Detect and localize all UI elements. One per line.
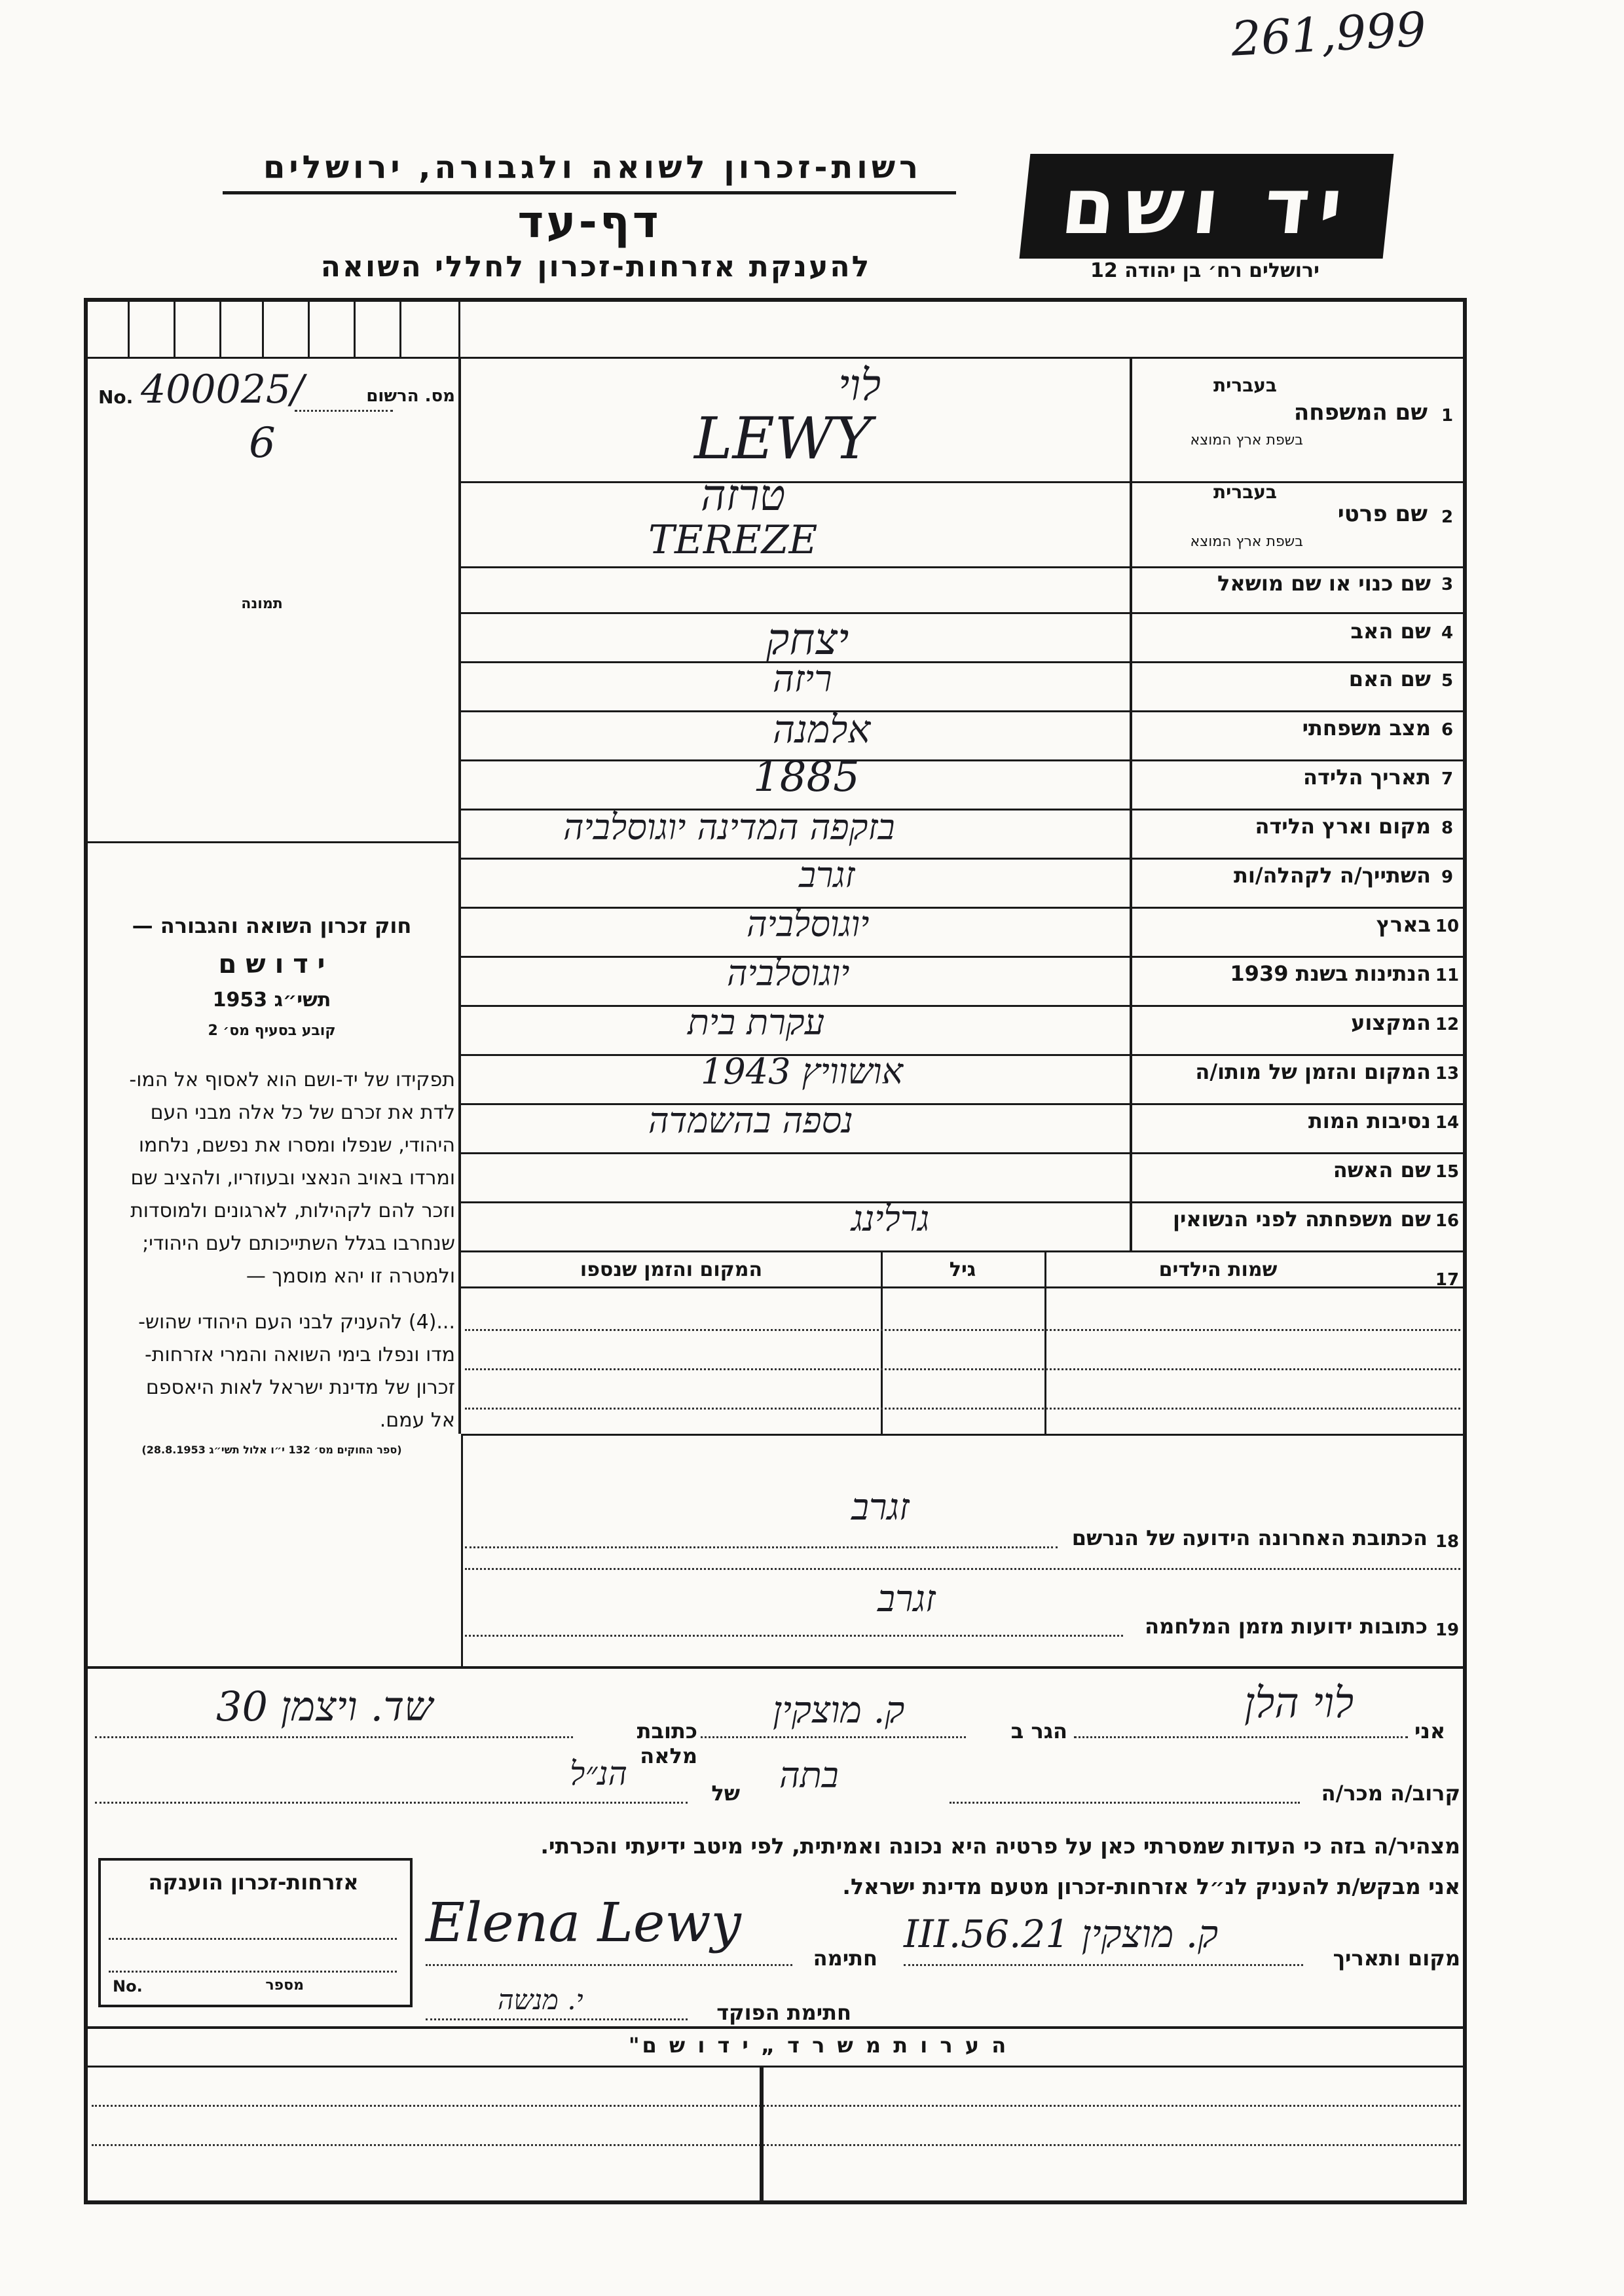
field-value: יצחק: [766, 614, 849, 665]
field-value: בזקפה המדינה יוגוסלביה: [563, 807, 895, 848]
decl-signature-label: חתימה: [813, 1946, 877, 1971]
decl-ani-label: אני: [1414, 1719, 1446, 1743]
field-label: שם האב: [1350, 619, 1431, 644]
field-label: שם המשפחה: [1293, 399, 1428, 426]
certificate-box: [98, 1858, 413, 2007]
field-value: גרלינג: [851, 1198, 930, 1239]
office-notes-rule: [88, 2026, 1463, 2029]
children-header-names: שמות הילדים: [1158, 1258, 1278, 1281]
law-line: מדו ונפלו בימי השואה והמרי אזרחות-: [144, 1343, 455, 1366]
authority-underline: [223, 191, 956, 194]
field-label: בארץ: [1376, 912, 1431, 937]
field-number: 14: [1435, 1113, 1460, 1133]
registration-number: [98, 367, 455, 419]
left-column-divider: [458, 357, 461, 1434]
field-number: 8: [1441, 818, 1454, 838]
field-number: 5: [1441, 671, 1454, 691]
field-value: עקרת בית: [688, 1002, 825, 1043]
decl-statement-2: אני מבקש/ת להעניק לנ״ל אזרחות-זכרון מטעם מדינת ישראל.: [842, 1874, 1460, 1899]
field-number: 7: [1441, 769, 1454, 789]
law-line: וזכר להם לקהילות, לארגונים ולמוסדות: [130, 1199, 455, 1222]
law-paragraph-1: [88, 1064, 455, 1293]
field-number: 4: [1441, 623, 1454, 643]
decl-statement-1: מצהיר/ה בזה כי העדות שמסרתי כאן על פרטיה היא נכונה ואמיתית, לפי מיטב ידיעתי והכרתי.: [540, 1833, 1460, 1859]
law-line: לדת את זכרם של כל אלה מבני העם: [150, 1101, 455, 1124]
law-line: אל עמם.: [379, 1409, 455, 1432]
law-line: זכרון של מדינת ישראל לאות היאספם: [145, 1376, 455, 1399]
field-value: אושוויץ 1943: [701, 1051, 903, 1092]
office-notes-heading: ה ע ר ו ת מ ש ר ד „ י ד ו ש ם": [628, 2033, 1009, 2058]
field-value: יוגוסלביה: [747, 903, 870, 945]
decl-relative-label: קרוב/ה מכר/ה: [1321, 1781, 1460, 1806]
decl-resides-value: ק. מוצקין: [773, 1689, 905, 1732]
field-label: שם האשה: [1333, 1157, 1431, 1182]
form-title: דף-עד: [517, 196, 661, 248]
certificate-no-label: No.: [113, 1977, 143, 1995]
field-value: זגרב: [799, 854, 855, 896]
field-number: 2: [1441, 507, 1454, 527]
certificate-title: אזרחות-זכרון הוענקה: [148, 1870, 359, 1895]
field-label: שם כנוי או שם מושאל: [1217, 571, 1431, 596]
logo-text: יד ושם: [1057, 161, 1356, 251]
field-sublabel-hebrew: בעברית: [1213, 481, 1277, 503]
children-header-age: גיל: [949, 1258, 976, 1281]
field-label: מקום וארץ הלידה: [1255, 814, 1431, 839]
field-number: 10: [1435, 917, 1460, 936]
field-label: תאריך הלידה: [1302, 765, 1431, 790]
decl-officer-label: חתימת הפוקד: [716, 2000, 851, 2025]
decl-of-label: של: [711, 1781, 740, 1806]
decl-address-label: כתובת מלאה: [637, 1719, 697, 1768]
decl-resides-label: הגר ב: [1010, 1719, 1067, 1743]
law-line: ומרדו באויב הנאצי ובעוזריו, ולהציב שם: [130, 1167, 455, 1190]
field-value: יוגוסלביה: [727, 953, 850, 994]
field-label: שם משפחתה לפני הנשואין: [1172, 1207, 1431, 1231]
registration-no-prefix: No.: [98, 386, 134, 408]
field-number: 11: [1435, 966, 1460, 985]
law-line: תפקידו של יד-ושם הוא לאסוף אל המו-: [129, 1068, 455, 1091]
logo-address: ירושלים רח׳ בן יהודה 12: [1090, 259, 1320, 282]
field-value: 1885: [753, 753, 860, 801]
field-value-origin: TEREZE: [648, 517, 818, 563]
registration-label: מס. הרשום: [366, 386, 455, 406]
office-notes-divider: [760, 2068, 764, 2202]
document-number: 261,999: [1230, 1, 1428, 67]
decl-signature-value: Elena Lewy: [426, 1892, 741, 1954]
decl-of-value: הנ״ל: [570, 1755, 627, 1793]
field-value-hebrew: לוי: [838, 360, 881, 410]
decl-relative-value: בתה: [779, 1755, 839, 1796]
field-number: 15: [1435, 1162, 1460, 1182]
registration-sub-value: 6: [249, 419, 276, 467]
decl-officer-value: י. מנשה: [498, 1984, 583, 2016]
field-value: נספה בהשמדה: [648, 1100, 853, 1141]
law-line: ...(4) להעניק לבני העם היהודי שהוש-: [138, 1311, 455, 1334]
field-number: 17: [1435, 1270, 1460, 1290]
field-number: 16: [1435, 1211, 1460, 1231]
photo-label: תמונה: [241, 596, 283, 612]
field-number: 19: [1435, 1620, 1460, 1640]
form-subtitle: להענקת אזרחות-זכרון לחללי השואה: [320, 250, 872, 283]
field-value: ריזה: [773, 658, 832, 701]
field-label: שם האם: [1348, 666, 1431, 691]
law-line: ולמטרה זו יהא מוסמך —: [246, 1265, 455, 1288]
decl-place-date-value: ק. מוצקין 21.III.56: [904, 1912, 1219, 1956]
field-label: הנתינות בשנת 1939: [1230, 961, 1431, 986]
decl-name-value: לוי הלן: [1244, 1679, 1354, 1728]
decl-address-value: שד. ויצמן 30: [216, 1683, 434, 1730]
field-number: 1: [1441, 406, 1454, 426]
field-value: זגרב: [877, 1578, 936, 1620]
field-label: נסיבות המות: [1308, 1108, 1431, 1133]
yad-vashem-logo: [1020, 154, 1394, 259]
field-label: הכתובת האחרונה הידועה של הנרשם: [1071, 1525, 1428, 1550]
field-sublabel-origin: בשפת ארץ המוצא: [1190, 534, 1303, 550]
field-number: 12: [1435, 1015, 1460, 1034]
field-value-hebrew: טרזה: [701, 470, 786, 520]
office-notes-underline: [88, 2066, 1463, 2068]
field-number: 13: [1435, 1064, 1460, 1084]
field-number: 18: [1435, 1532, 1460, 1552]
field-number: 3: [1441, 575, 1454, 594]
authority-heading: רשות-זכרון לשואה ולגבורה, ירושלים: [263, 149, 923, 186]
law-paragraph-2: [88, 1306, 455, 1437]
label-column-divider: [1130, 357, 1132, 1250]
field-label: שם פרטי: [1337, 501, 1428, 527]
field-value: זגרב: [851, 1486, 910, 1529]
field-value-origin: LEWY: [694, 405, 872, 472]
certificate-number-label: מספר: [265, 1977, 304, 1994]
law-year: תשי״ג 1953: [212, 989, 331, 1011]
field-number: 6: [1441, 720, 1454, 740]
field-value: אלמנה: [773, 707, 871, 752]
field-label: השתייך/ה לקהלה/ות: [1233, 863, 1431, 888]
law-citation: (ספר החוקים מס׳ 132 י״ו אלול תשי״ג 28.8.1953): [141, 1444, 402, 1456]
decl-place-date-label: מקום ותאריך: [1333, 1946, 1460, 1971]
law-clause: קובע בסעיף מס׳ 2: [208, 1023, 336, 1039]
law-title: חוק זכרון השואה והגבורה —: [132, 913, 412, 938]
registration-value: 400025/: [141, 367, 304, 412]
law-name: י ד ו ש ם: [218, 949, 325, 979]
field-label: מצב משפחתי: [1302, 716, 1431, 740]
field-label: המקום והזמן של מותו/ה: [1195, 1059, 1431, 1084]
field-number: 9: [1441, 867, 1454, 887]
field-sublabel-hebrew: בעברית: [1213, 374, 1277, 396]
children-header-place-time: המקום והזמן שנספו: [580, 1258, 763, 1281]
field-label: כתובות ידועות מזמן המלחמה: [1145, 1614, 1428, 1639]
law-line: היהודי, שנפלו ומסרו את נפשם, נלחמו: [138, 1134, 455, 1157]
field-sublabel-origin: בשפת ארץ המוצא: [1190, 432, 1303, 448]
law-line: שנחרבו בגלל השתייכותם לעם היהודי;: [142, 1232, 455, 1255]
field-label: המקצוע: [1351, 1010, 1431, 1035]
photo-area-divider: [88, 841, 458, 843]
